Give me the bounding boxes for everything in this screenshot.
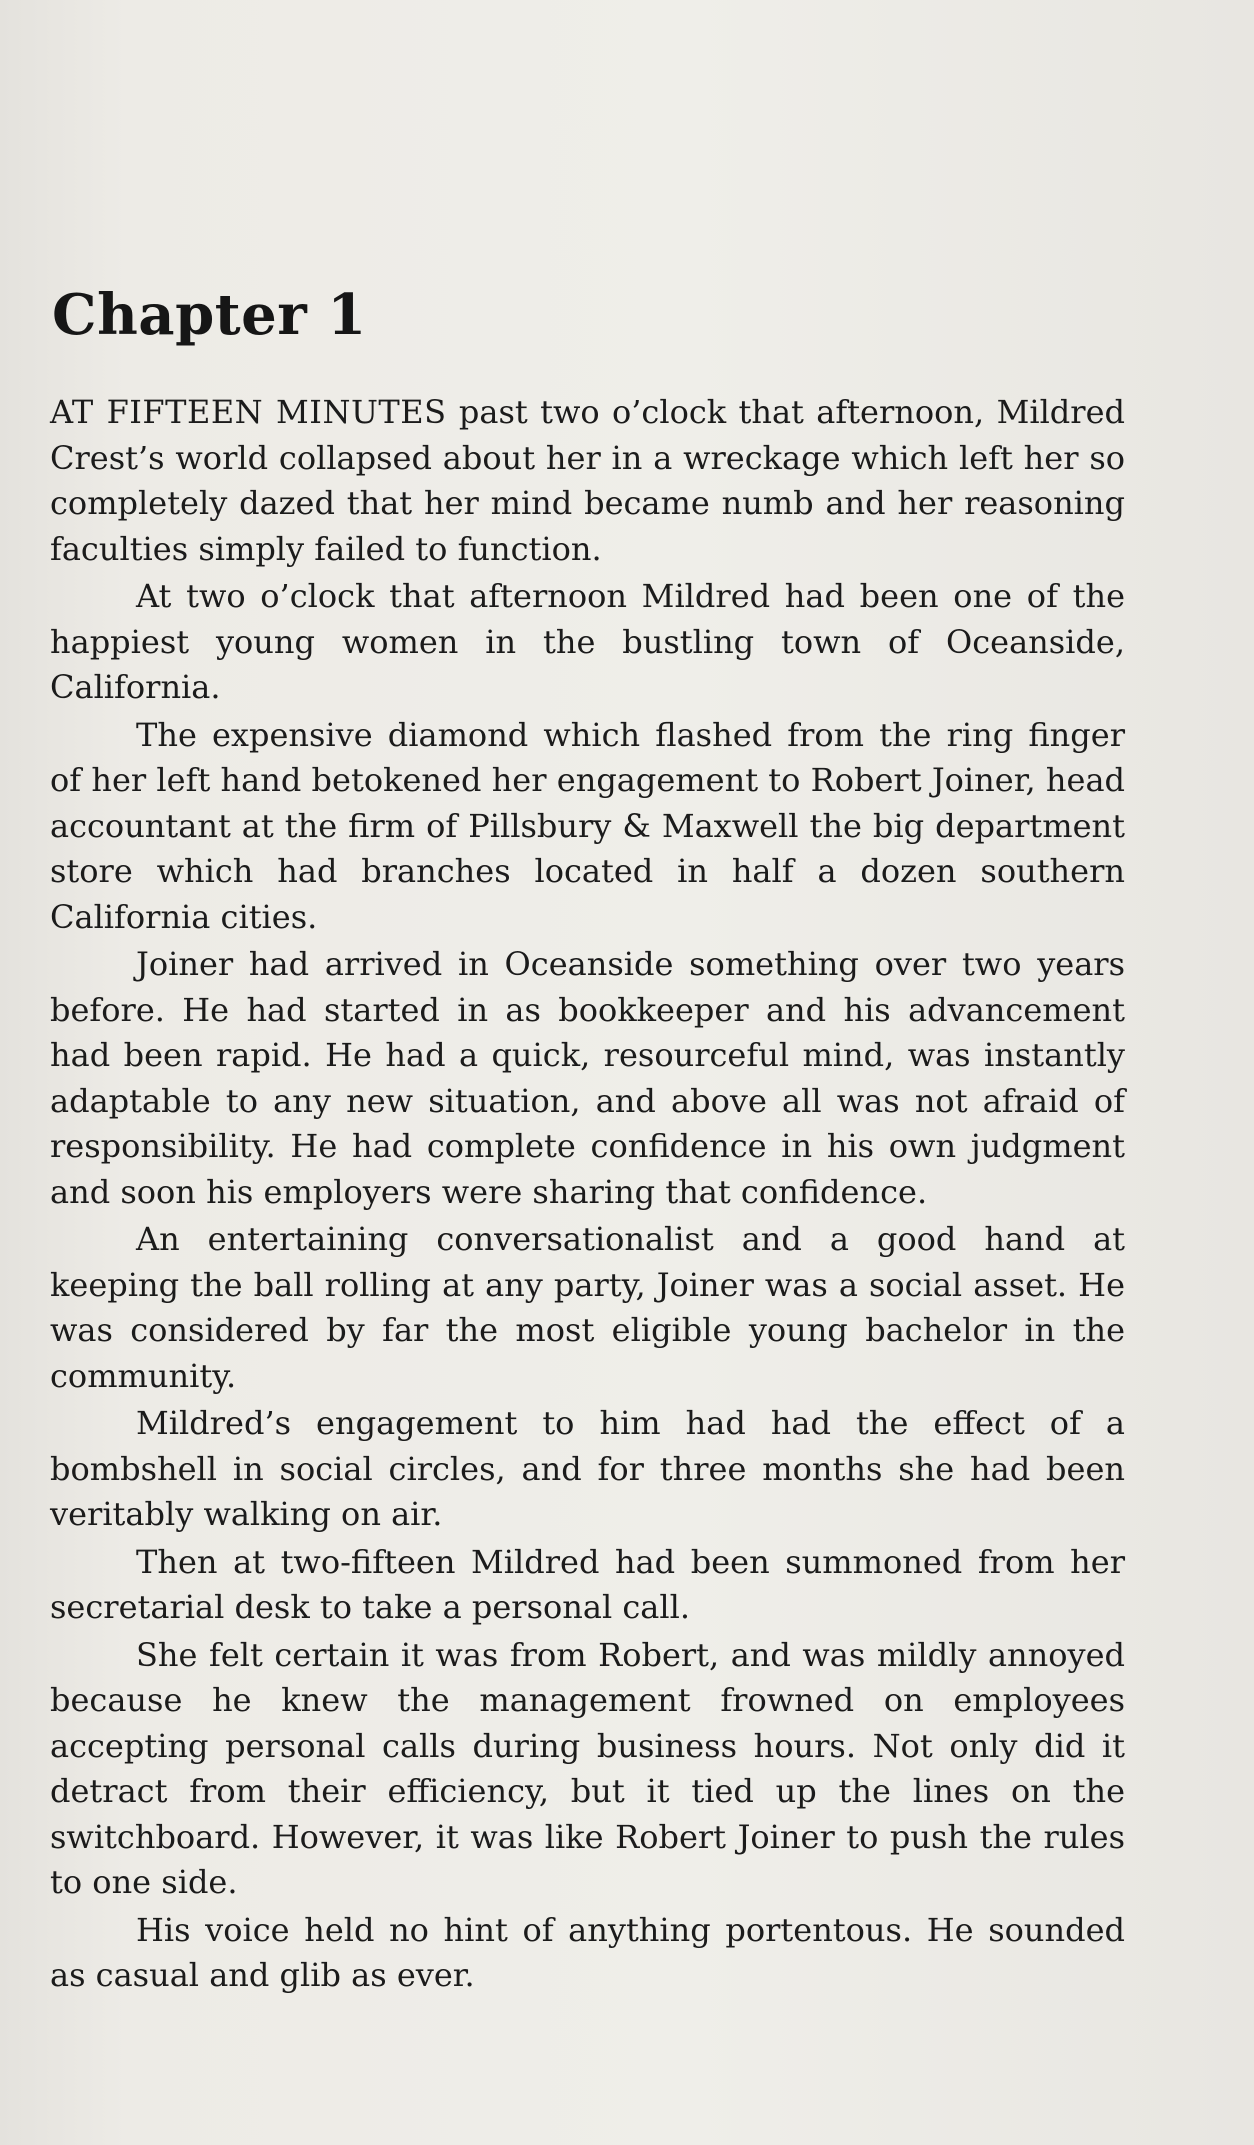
paragraph-2: At two o’clock that afternoon Mildred had been one of the happiest young women in the bustling town of Oceanside, California. [50, 577, 1125, 706]
paragraph-5: An entertaining conversationalist and a good hand at keeping the ball rolling at any party, Joiner was a social asset. He was considered by far the most eligible young bachelor in the community. [50, 1220, 1125, 1395]
paragraph-3: The expensive diamond which flashed from the ring finger of her left hand betokened her engagement to Robert Joiner, head accountant at the firm of Pillsbury & Maxwell the big department store which had branches located in half a dozen southern California cities. [50, 715, 1125, 936]
paragraph-9: His voice held no hint of anything portentous. He sounded as casual and glib as ever. [50, 1910, 1125, 1994]
paragraph-6: Mildred’s engagement to him had had the effect of a bombshell in social circles, and for three months she had been veritably walking on air. [50, 1404, 1125, 1533]
paragraph-4: Joiner had arrived in Oceanside something over two years before. He had started in as bookkeeper and his advancement had been rapid. He had a quick, resourceful mind, was instantly adaptable to any new situation, and above all was not afraid of responsibility. He had complete confidence in his own judgment and soon his employers were sharing that confidence. [50, 945, 1125, 1211]
paragraph-1-text: past two o’clock that afternoon, Mildred Crest’s world collapsed about her in a wreckage which left her so completely dazed that her mind became numb and her reasoning faculties simply failed to function. [50, 393, 1125, 568]
chapter-body [50, 390, 1125, 2001]
paragraph-8: She felt certain it was from Robert, and was mildly annoyed because he knew the management frowned on employees accepting personal calls during business hours. Not only did it detract from their efficiency, but it tied up the lines on the switchboard. However, it was like Robert Joiner to push the rules to one side. [50, 1635, 1125, 1901]
lead-in-text: AT FIFTEEN MINUTES [50, 393, 447, 431]
paragraph-1 [50, 390, 1125, 572]
paragraph-7: Then at two-fifteen Mildred had been summoned from her secretarial desk to take a personal call. [50, 1542, 1125, 1626]
chapter-title: Chapter 1 [52, 282, 367, 348]
